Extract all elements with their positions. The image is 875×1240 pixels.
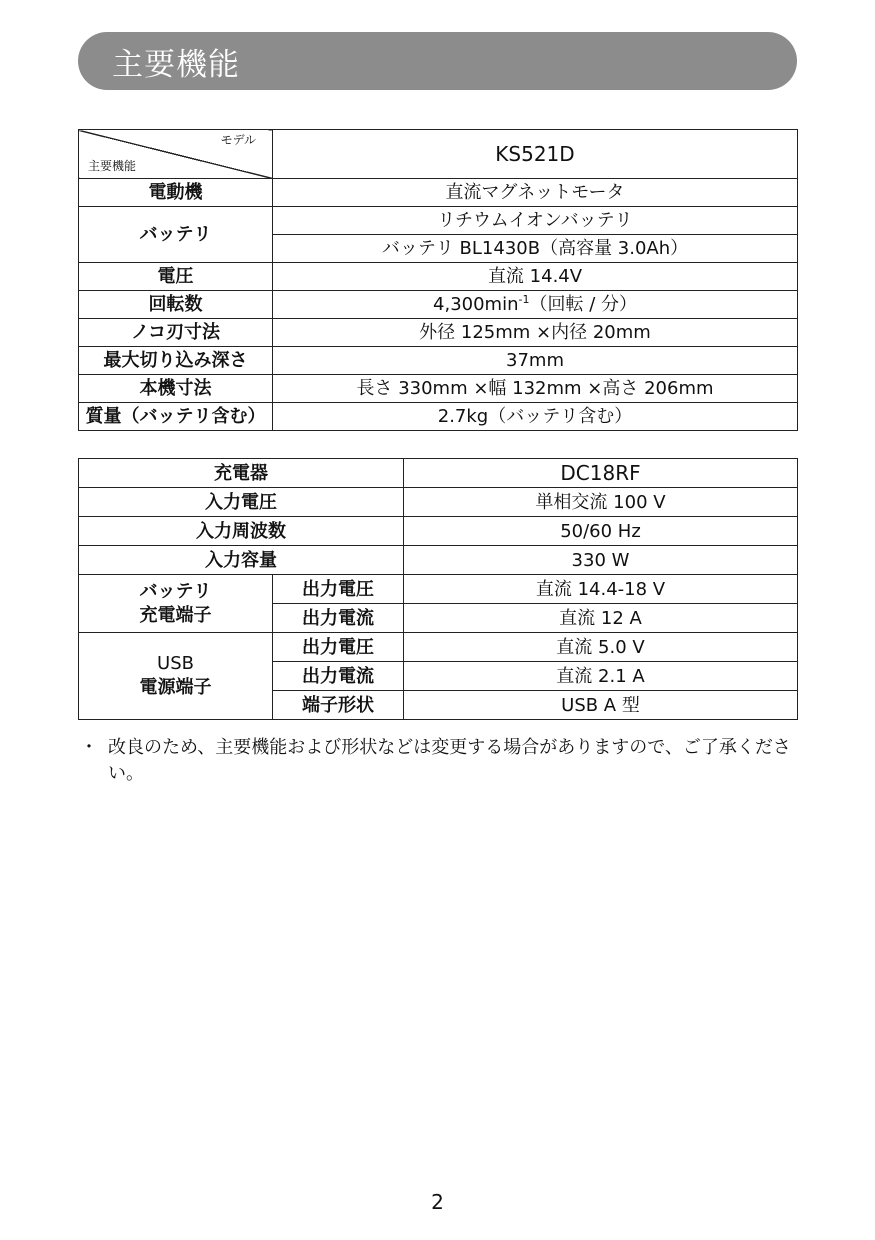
usb-shape-label: 端子形状 [273, 691, 404, 720]
table-row [79, 375, 798, 403]
corner-function-label: 主要機能 [88, 159, 137, 173]
spec-table [78, 129, 798, 431]
table-row [79, 319, 798, 347]
table-row [79, 291, 798, 319]
input-frequency-value: 50/60 Hz [404, 517, 798, 546]
table-row [79, 403, 798, 431]
note-bullet: ・ [80, 737, 98, 758]
battery-out-current-label: 出力電流 [273, 604, 404, 633]
spec-header-row [79, 130, 798, 179]
section-title-bar [78, 32, 797, 90]
table-row [79, 633, 798, 662]
table-row [79, 207, 798, 235]
table-row [79, 575, 798, 604]
mass-label: 質量（バッテリ含む） [79, 403, 273, 431]
battery-terminal-label-line2: 充電端子 [139, 604, 212, 626]
corner-model-label: モデル [220, 133, 256, 147]
depth-value: 37mm [273, 347, 798, 375]
rpm-value-unit: （回転 / 分） [529, 294, 637, 315]
rpm-label: 回転数 [79, 291, 273, 319]
battery-label: バッテリ [79, 207, 273, 263]
battery-type-value: リチウムイオンバッテリ [273, 207, 798, 235]
charger-model: DC18RF [404, 459, 798, 488]
blade-value: 外径 125mm ×内径 20mm [273, 319, 798, 347]
model-name: KS521D [273, 130, 798, 179]
charger-table [78, 458, 798, 720]
rpm-value-exponent: -1 [518, 293, 530, 306]
usb-out-voltage-value: 直流 5.0 V [404, 633, 798, 662]
usb-terminal-label-line2: 電源端子 [139, 677, 212, 698]
size-label: 本機寸法 [79, 375, 273, 403]
usb-terminal-label-line1: USB [157, 653, 194, 674]
battery-terminal-label [79, 575, 273, 633]
usb-out-voltage-label: 出力電圧 [273, 633, 404, 662]
table-row [79, 546, 798, 575]
usb-terminal-label [79, 633, 273, 720]
input-capacity-label: 入力容量 [79, 546, 404, 575]
battery-terminal-label-line1: バッテリ [139, 580, 212, 602]
size-value: 長さ 330mm ×幅 132mm ×高さ 206mm [273, 375, 798, 403]
input-voltage-label: 入力電圧 [79, 488, 404, 517]
battery-out-current-value: 直流 12 A [404, 604, 798, 633]
input-frequency-label: 入力周波数 [79, 517, 404, 546]
battery-model-value: バッテリ BL1430B（高容量 3.0Ah） [273, 235, 798, 263]
input-voltage-value: 単相交流 100 V [404, 488, 798, 517]
table-row [79, 347, 798, 375]
voltage-label: 電圧 [79, 263, 273, 291]
depth-label: 最大切り込み深さ [79, 347, 273, 375]
table-row [79, 517, 798, 546]
page-number: 2 [431, 1190, 444, 1214]
table-row [79, 459, 798, 488]
motor-value: 直流マグネットモータ [273, 179, 798, 207]
section-title: 主要機能 [112, 46, 240, 83]
rpm-value-main: 4,300min [433, 294, 519, 315]
table-row [79, 488, 798, 517]
usb-shape-value: USB A 型 [404, 691, 798, 720]
spec-corner-cell [79, 130, 273, 179]
rpm-value [273, 291, 798, 319]
note-text: 改良のため、主要機能および形状などは変更する場合がありますので、ご了承ください。 [108, 737, 791, 784]
charger-label: 充電器 [79, 459, 404, 488]
voltage-value: 直流 14.4V [273, 263, 798, 291]
table-row [79, 263, 798, 291]
note [80, 735, 800, 787]
usb-out-current-label: 出力電流 [273, 662, 404, 691]
mass-value: 2.7kg（バッテリ含む） [273, 403, 798, 431]
usb-out-current-value: 直流 2.1 A [404, 662, 798, 691]
battery-out-voltage-value: 直流 14.4-18 V [404, 575, 798, 604]
input-capacity-value: 330 W [404, 546, 798, 575]
blade-label: ノコ刃寸法 [79, 319, 273, 347]
table-row [79, 179, 798, 207]
battery-out-voltage-label: 出力電圧 [273, 575, 404, 604]
motor-label: 電動機 [79, 179, 273, 207]
